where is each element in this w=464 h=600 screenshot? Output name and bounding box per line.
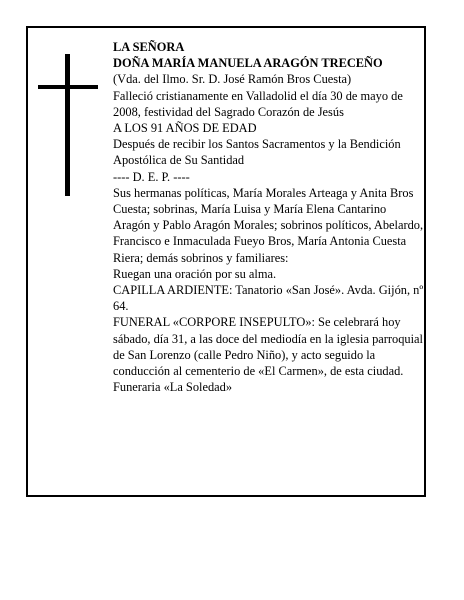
sacraments: Después de recibir los Santos Sacramentos y la Bendición Apostólica de Su Santidad bbox=[113, 137, 401, 168]
rip: ---- D. E. P. ---- bbox=[113, 169, 190, 184]
age: A LOS 91 AÑOS DE EDAD bbox=[113, 121, 257, 136]
family: Sus hermanas políticas, María Morales Arteaga y Anita Bros Cuesta; sobrinas, María Luisa y María Elena Cantarino Aragón y Pablo Aragón Morales; sobrinos políticos, Abelardo, Francisco e Inmaculada Fueyo Bros, María Antonia Cuesta Riera; demás sobrinos y familiares: bbox=[113, 185, 424, 265]
cross-icon bbox=[38, 54, 98, 196]
prayer: Ruegan una oración por su alma. bbox=[113, 266, 277, 281]
heading: LA SEÑORA bbox=[113, 40, 185, 54]
funeral-home: Funeraria «La Soledad» bbox=[113, 380, 233, 395]
chapel: CAPILLA ARDIENTE: Tanatorio «San José». Avda. Gijón, nº 64. bbox=[113, 283, 424, 314]
obituary-text bbox=[113, 39, 425, 395]
deceased-name: DOÑA MARÍA MANUELA ARAGÓN TRECEÑO bbox=[113, 56, 383, 71]
widow-of: (Vda. del Ilmo. Sr. D. José Ramón Bros Cuesta) bbox=[113, 72, 352, 87]
funeral: FUNERAL «CORPORE INSEPULTO»: Se celebrará hoy sábado, día 31, a las doce del mediodía en la iglesia parroquial de San Lorenzo (calle Pedro Niño), y acto seguido la conducción al cementerio de «El Carmen», de esta ciudad. bbox=[113, 315, 424, 379]
cross-vertical-bar bbox=[65, 54, 70, 196]
death-info: Falleció cristianamente en Valladolid el día 30 de mayo de 2008, festividad del Sagrado Corazón de Jesús bbox=[113, 88, 403, 119]
cross-horizontal-bar bbox=[38, 85, 98, 89]
